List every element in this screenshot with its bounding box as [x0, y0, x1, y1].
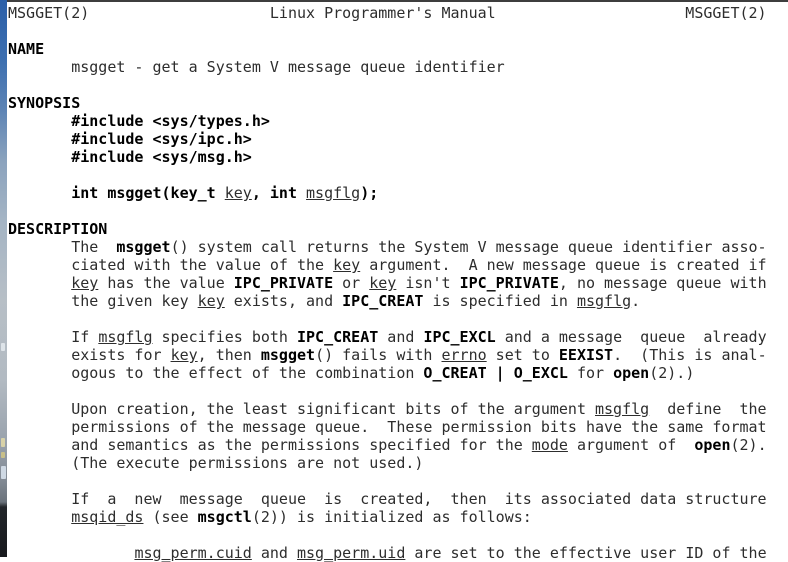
desktop-icon-fragment	[1, 438, 5, 447]
desktop-icon-fragment	[1, 466, 6, 479]
man-line: ciated with the value of the key argument. A new message queue is created if	[8, 256, 767, 274]
man-line: Upon creation, the least significant bits of the argument msgflg define the	[8, 400, 767, 418]
man-line	[8, 202, 788, 220]
man-line: key has the value IPC_PRIVATE or key isn't IPC_PRIVATE, no message queue with	[71, 274, 767, 292]
man-line: msgget - get a System V message queue identifier	[8, 58, 505, 76]
man-line	[8, 310, 788, 328]
man-line: ogous to the effect of the combination O_CREAT | O_EXCL for open(2).)	[8, 364, 695, 382]
man-line: If msgflg specifies both IPC_CREAT and IPC_EXCL and a message queue already	[8, 328, 767, 346]
terminal-window[interactable]	[7, 0, 788, 562]
desktop-icon-fragment	[1, 452, 5, 458]
man-line: The msgget() system call returns the System V message queue identifier asso-	[8, 238, 767, 256]
man-line: SYNOPSIS	[8, 94, 81, 112]
man-line: the given key key exists, and IPC_CREAT is specified in msgflg.	[8, 292, 641, 310]
desktop-icon-fragment	[1, 343, 5, 351]
man-line	[8, 472, 788, 490]
man-line: If a new message queue is created, then its associated data structure	[8, 490, 767, 508]
man-line: msqid_ds (see msgctl(2)) is initialized as follows:	[71, 508, 532, 526]
man-line	[8, 526, 788, 544]
man-line: DESCRIPTION	[8, 220, 108, 238]
terminal-content	[8, 4, 788, 562]
man-line: permissions of the message queue. These permission bits have the same format	[8, 418, 767, 436]
man-line	[8, 166, 788, 184]
man-line: exists for key, then msgget() fails with errno set to EEXIST. (This is anal-	[8, 346, 767, 364]
man-line: int msgget(key_t key, int msgflg);	[71, 184, 379, 202]
man-line	[8, 22, 788, 40]
man-line	[8, 76, 788, 94]
man-line: (The execute permissions are not used.)	[8, 454, 424, 472]
man-line: #include <sys/ipc.h>	[71, 130, 252, 148]
man-line: and semantics as the permissions specified for the mode argument of open(2).	[8, 436, 767, 454]
man-line: NAME	[8, 40, 45, 58]
man-line: #include <sys/msg.h>	[71, 148, 252, 166]
man-line	[8, 382, 788, 400]
man-line: #include <sys/types.h>	[71, 112, 270, 130]
man-line: msg_perm.cuid and msg_perm.uid are set to the effective user ID of the	[134, 544, 767, 562]
man-line: MSGGET(2) Linux Programmer's Manual MSGGET(2)	[8, 4, 767, 22]
